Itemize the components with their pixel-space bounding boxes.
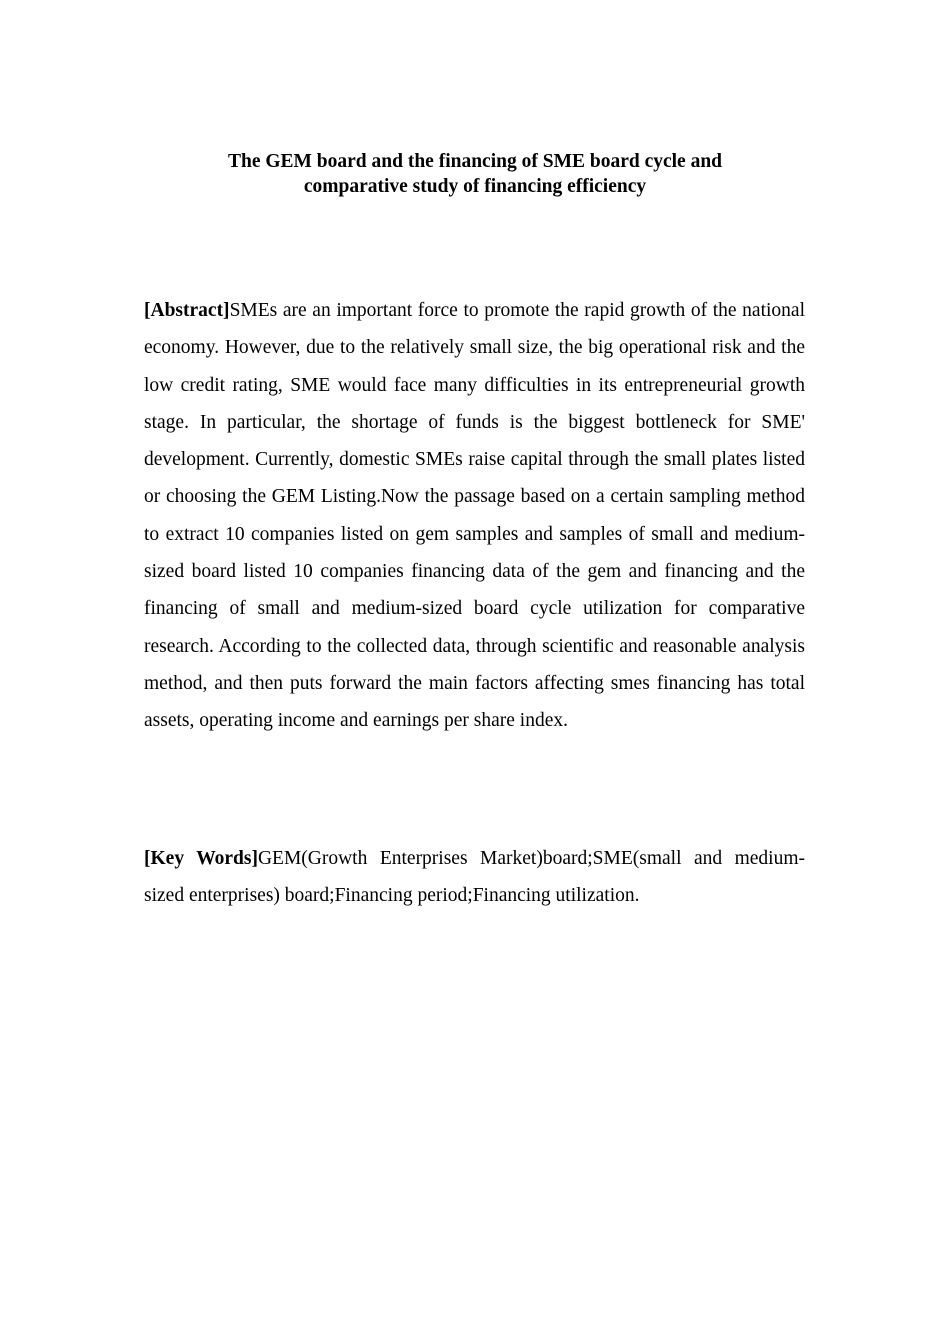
title-line-1: The GEM board and the financing of SME board cycle and [227, 151, 723, 172]
title-line-2: comparative study of financing efficiency [303, 176, 647, 197]
abstract-label: [Abstract] [144, 300, 230, 321]
abstract-paragraph [144, 292, 805, 740]
keywords-text: GEM(Growth Enterprises Market)board;SME(small and medium-sized enterprises) board;Financing period;Financing utilization. [144, 848, 805, 907]
document-title [150, 149, 800, 199]
keywords-paragraph [144, 840, 805, 915]
abstract-text: SMEs are an important force to promote the rapid growth of the national economy. However, due to the relatively small size, the big operational risk and the low credit rating, SME would face many difficulties in its entrepreneurial growth stage. In particular, the shortage of funds is the biggest bottleneck for SME' development. Currently, domestic SMEs raise capital through the small plates listed or choosing the GEM Listing.Now the passage based on a certain sampling method to extract 10 companies listed on gem samples and samples of small and medium-sized board listed 10 companies financing data of the gem and financing and the financing of small and medium-sized board cycle utilization for comparative research. According to the collected data, through scientific and reasonable analysis method, and then puts forward the main factors affecting smes financing has total assets, operating income and earnings per share index. [144, 300, 805, 732]
keywords-label: [Key Words] [144, 848, 258, 869]
